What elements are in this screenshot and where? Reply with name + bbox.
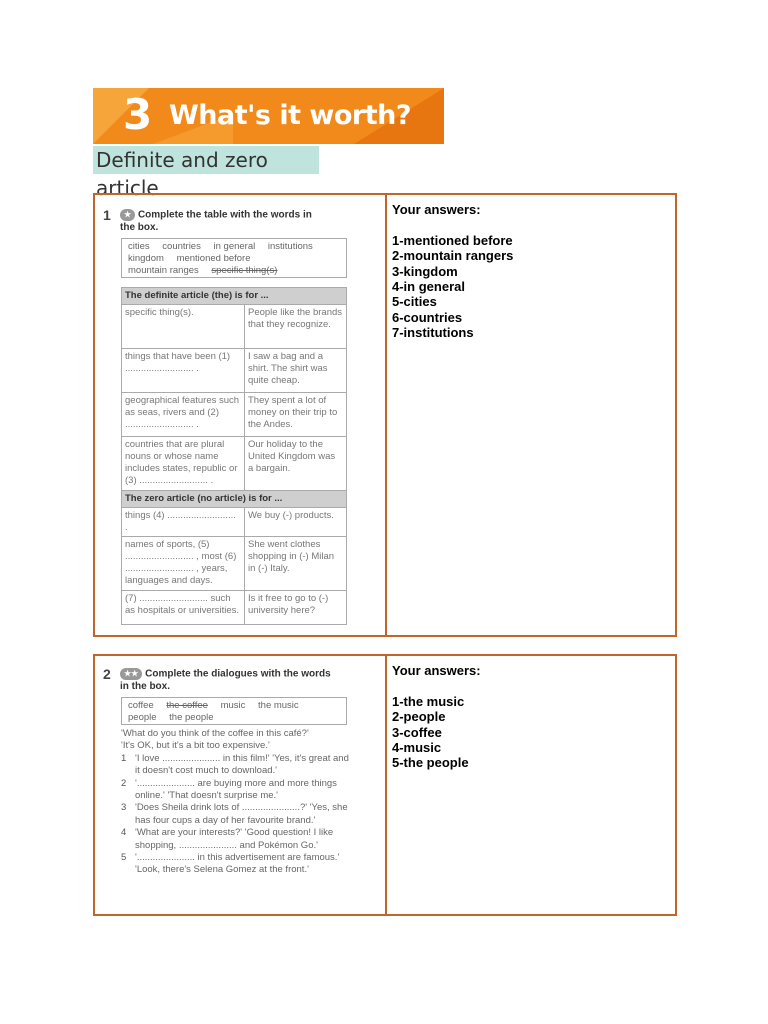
table-row — [122, 393, 347, 437]
dialogue-item — [121, 827, 353, 852]
table-cell: things that have been (1) .......................... . — [122, 349, 245, 393]
dialogue-item — [121, 753, 353, 778]
exercise-number: 1 — [103, 207, 111, 223]
answer-item: 2-mountain rangers — [392, 248, 514, 264]
table-row — [122, 591, 347, 625]
word-item: the people — [169, 712, 214, 723]
table-header: The zero article (no article) is for ... — [122, 491, 347, 508]
table-cell: She went clothes shopping in (-) Milan in (-) Italy. — [245, 537, 347, 591]
difficulty-tag: ★ — [120, 209, 135, 221]
unit-number: 3 — [123, 90, 153, 139]
item-text: '...................... are buying more and more things online.' 'That doesn't surprise me.' — [135, 777, 337, 802]
item-number: 4 — [121, 827, 127, 839]
table-cell: things (4) .......................... . — [122, 508, 245, 537]
word-item: mentioned before — [176, 253, 251, 264]
table-cell: People like the brands that they recognize. — [245, 305, 347, 349]
item-number: 2 — [121, 777, 127, 789]
table-cell: I saw a bag and a shirt. The shirt was quite cheap. — [245, 349, 347, 393]
dialogue-item — [121, 802, 353, 827]
instruction-line: the box. — [120, 221, 159, 233]
answer-item: 3-coffee — [392, 724, 442, 740]
table-row — [122, 349, 347, 393]
instruction-line: Complete the dialogues with the words — [145, 668, 331, 680]
example-line: 'It's OK, but it's a bit too expensive.' — [121, 740, 270, 752]
instruction-line: in the box. — [120, 680, 170, 692]
word-item: kingdom — [128, 253, 164, 264]
item-number: 3 — [121, 802, 127, 814]
table-cell: geographical features such as seas, rivers and (2) .......................... . — [122, 393, 245, 437]
column-divider — [385, 195, 387, 635]
word-box — [121, 697, 347, 725]
item-number: 5 — [121, 852, 127, 864]
answer-item: 4-music — [392, 740, 442, 756]
unit-banner — [93, 88, 444, 144]
table-cell: We buy (-) products. — [245, 508, 347, 537]
answers-panel — [392, 663, 481, 771]
unit-title: What's it worth? — [169, 100, 412, 131]
word-item: cities — [128, 241, 150, 252]
dialogue-item — [121, 778, 353, 803]
table-row — [122, 537, 347, 591]
table-cell: Our holiday to the United Kingdom was a bargain. — [245, 437, 347, 491]
answer-item: 4-in general — [392, 279, 465, 295]
answer-item: 2-people — [392, 709, 446, 725]
word-item: in general — [213, 241, 256, 252]
answer-item: 7-institutions — [392, 325, 474, 341]
item-text: '...................... in this advertisement are famous.' 'Look, there's Selena Gomez at the front.' — [135, 852, 340, 876]
table-cell: They spent a lot of money on their trip to the Andes. — [245, 393, 347, 437]
answer-item: 6-countries — [392, 309, 463, 325]
table-header: The definite article (the) is for ... — [122, 288, 347, 305]
exercise-instruction — [120, 668, 360, 693]
dialogue-item — [121, 852, 353, 877]
instruction-line: Complete the table with the words in — [137, 209, 312, 221]
section-subtitle: Definite and zero article — [93, 146, 319, 174]
difficulty-tag: ★★ — [120, 668, 142, 680]
answer-item: 1-the music — [392, 693, 465, 709]
word-item: the coffee — [166, 700, 208, 711]
exercise-2-box — [93, 654, 677, 916]
article-table — [121, 287, 347, 625]
word-item: mountain ranges — [128, 265, 199, 276]
example-line: 'What do you think of the coffee in this café?' — [121, 728, 309, 739]
table-cell: names of sports, (5) .......................... , most (6) .......................... , years, languages and days. — [122, 537, 245, 591]
table-cell: countries that are plural nouns or whose name includes states, republic or (3) .......................... . — [122, 437, 245, 491]
item-text: 'Does Sheila drink lots of ......................?' 'Yes, she has four cups a day of her favourite brand.' — [135, 802, 348, 826]
word-item: countries — [162, 241, 201, 252]
word-box — [121, 238, 347, 278]
answers-heading: Your answers: — [392, 663, 481, 678]
item-text: 'I love ...................... in this film!' 'Yes, it's great and it doesn't cost much to download.' — [135, 752, 349, 777]
answer-item: 3-kingdom — [392, 263, 458, 279]
word-item: people — [128, 712, 157, 723]
table-row — [122, 305, 347, 349]
word-item: the music — [258, 700, 299, 711]
dialogue-list — [121, 728, 353, 877]
answers-heading: Your answers: — [392, 202, 481, 217]
table-cell: specific thing(s). — [122, 305, 245, 349]
table-cell: Is it free to go to (-) university here? — [245, 591, 347, 625]
exercise-1-box — [93, 193, 677, 637]
answers-panel — [392, 202, 513, 341]
exercise-instruction — [120, 209, 330, 234]
item-number: 1 — [121, 752, 127, 764]
answer-item: 5-cities — [392, 294, 437, 310]
exercise-number: 2 — [103, 666, 111, 682]
word-item: specific thing(s) — [211, 265, 278, 276]
answer-item: 1-mentioned before — [392, 232, 513, 248]
word-item: music — [220, 700, 246, 711]
column-divider — [385, 656, 387, 914]
word-item: coffee — [128, 700, 154, 711]
table-row — [122, 508, 347, 537]
table-row — [122, 437, 347, 491]
word-item: institutions — [267, 241, 313, 252]
table-cell: (7) .......................... such as hospitals or universities. — [122, 591, 245, 625]
answer-item: 5-the people — [392, 755, 469, 771]
item-text: 'What are your interests?' 'Good question! I like shopping, ...................... and Pokémon Go.' — [135, 827, 334, 851]
